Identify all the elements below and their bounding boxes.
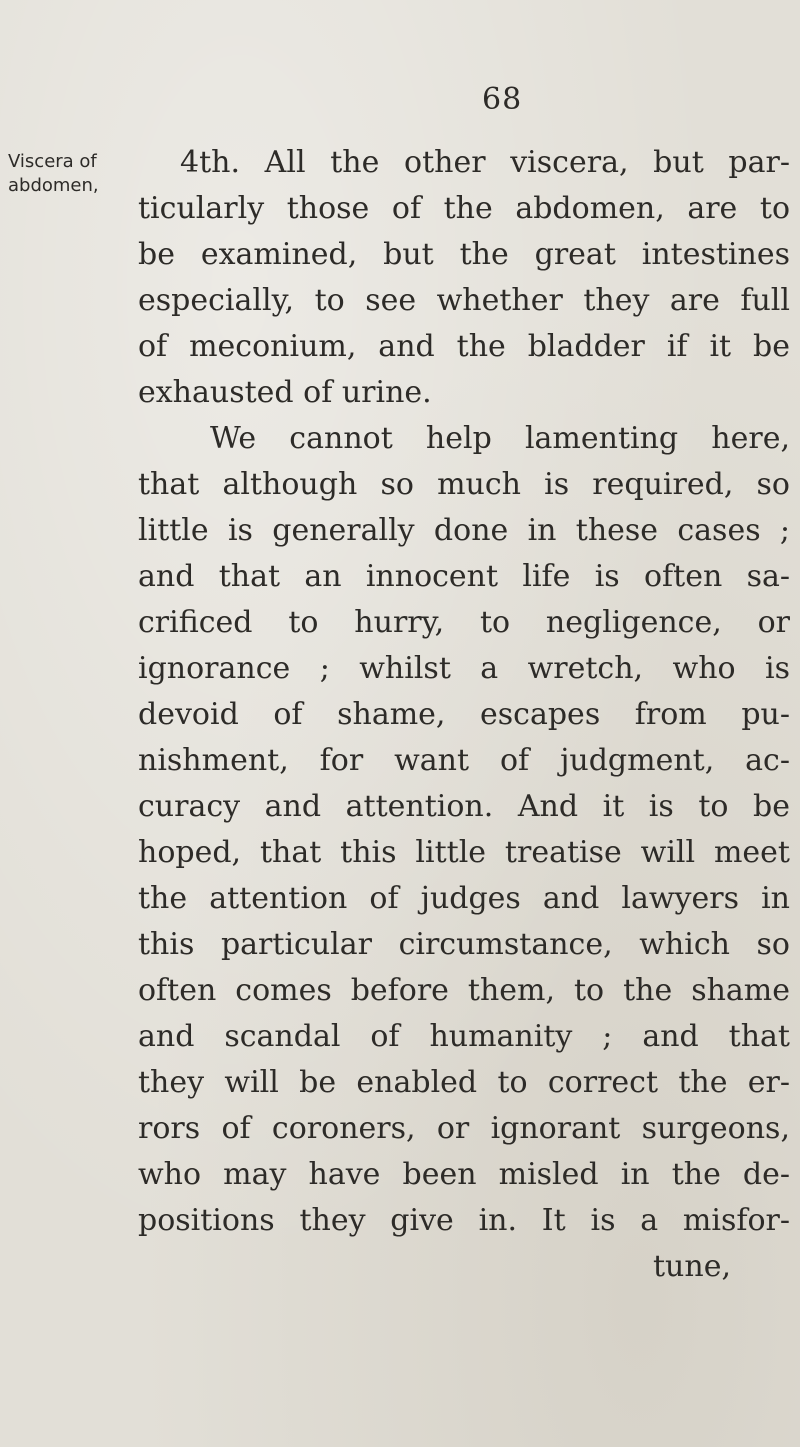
text-line: and scandal of humanity ; and that xyxy=(138,1019,790,1054)
text-line: positions they give in. It is a misfor- xyxy=(138,1203,790,1238)
text-line: especially, to see whether they are full xyxy=(138,283,790,318)
text-line: crificed to hurry, to negligence, or xyxy=(138,605,790,640)
text-line: and that an innocent life is often sa- xyxy=(138,559,790,594)
catchword: tune, xyxy=(653,1249,731,1284)
text-line: rors of coroners, or ignorant surgeons, xyxy=(138,1111,790,1146)
text-line: exhausted of urine. xyxy=(138,375,432,410)
text-line: that although so much is required, so xyxy=(138,467,790,502)
text-line: 4th. All the other viscera, but par- xyxy=(180,145,790,180)
text-line: of meconium, and the bladder if it be xyxy=(138,329,790,364)
text-line: hoped, that this little treatise will meet xyxy=(138,835,790,870)
text-line: this particular circumstance, which so xyxy=(138,927,790,962)
text-line: they will be enabled to correct the er- xyxy=(138,1065,790,1100)
text-line: devoid of shame, escapes from pu- xyxy=(138,697,790,732)
text-line: We cannot help lamenting here, xyxy=(210,421,790,456)
text-line: ticularly those of the abdomen, are to xyxy=(138,191,790,226)
text-line: little is generally done in these cases ; xyxy=(138,513,790,548)
page-number: 68 xyxy=(482,82,523,117)
body-text xyxy=(138,140,790,1290)
text-line: ignorance ; whilst a wretch, who is xyxy=(138,651,790,686)
text-line: often comes before them, to the shame xyxy=(138,973,790,1008)
margin-note xyxy=(8,150,120,198)
text-line: be examined, but the great intestines xyxy=(138,237,790,272)
margin-note-line: Viscera of xyxy=(8,151,97,172)
margin-note-line: abdomen, xyxy=(8,175,99,196)
text-line: curacy and attention. And it is to be xyxy=(138,789,790,824)
text-line: who may have been misled in the de- xyxy=(138,1157,790,1192)
text-line: the attention of judges and lawyers in xyxy=(138,881,790,916)
text-line: nishment, for want of judgment, ac- xyxy=(138,743,790,778)
